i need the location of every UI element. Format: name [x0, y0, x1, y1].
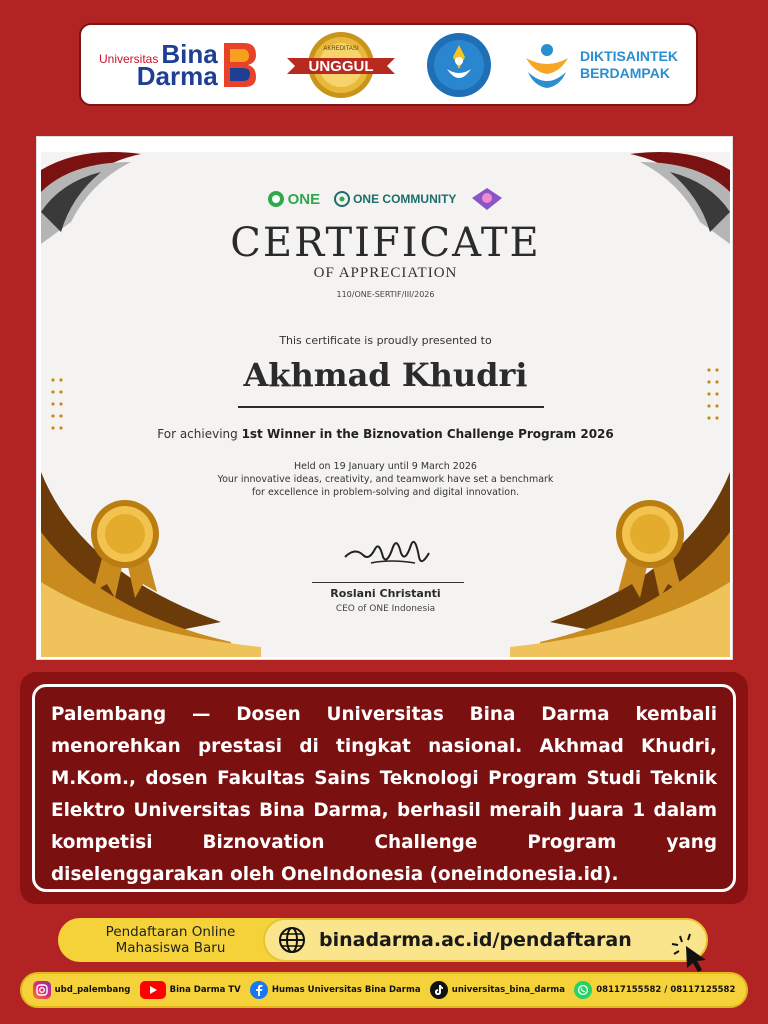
certificate-subtitle: OF APPRECIATION [313, 265, 458, 281]
held-dates: Held on 19 January until 9 March 2026 [294, 461, 477, 472]
social-footer [20, 972, 748, 1008]
registration-label-line1: Pendaftaran Online [105, 924, 236, 940]
logo-bina-text: Bina [161, 38, 218, 69]
registration-url[interactable]: binadarma.ac.id/pendaftaran [319, 929, 632, 951]
diktisaintek-mark-icon [520, 38, 574, 92]
certificate-number: 110/ONE-SERTIF/III/2026 [336, 290, 435, 299]
akreditasi-unggul-badge-icon [285, 30, 397, 100]
signature-icon [341, 527, 433, 571]
instagram-handle: ubd_palembang [54, 985, 131, 995]
whatsapp-icon [574, 981, 592, 999]
one-community-logo [334, 191, 456, 207]
diktisaintek-logo [520, 38, 678, 92]
instagram-icon [33, 981, 51, 999]
youtube-icon [140, 981, 166, 999]
logo-bar [79, 23, 698, 106]
presented-text: This certificate is proudly presented to [279, 334, 492, 347]
bina-darma-mark-icon [222, 41, 258, 89]
news-box [32, 684, 736, 892]
recipient-name: Akhmad Khudri [243, 356, 528, 394]
one-community-text: ONE COMMUNITY [353, 192, 457, 206]
certificate-logos [41, 186, 730, 212]
registration-banner[interactable] [58, 918, 708, 962]
social-youtube[interactable] [140, 981, 241, 999]
one-logo-text: ONE [287, 190, 321, 208]
one-logo [267, 190, 321, 208]
registration-link[interactable] [263, 918, 708, 962]
bina-darma-logo [99, 38, 258, 91]
one-globe-icon [267, 190, 285, 208]
badge-unggul-text: UNGGUL [308, 57, 374, 75]
registration-label-line2: Mahasiswa Baru [115, 940, 226, 956]
dikti-line2: BERDAMPAK [579, 64, 670, 81]
dikti-line1: DIKTISAINTEK [579, 48, 678, 65]
signature-line [312, 582, 464, 583]
facebook-page: Humas Universitas Bina Darma [271, 985, 421, 995]
cursor-click-icon [668, 930, 712, 974]
signer-name: Roslani Christanti [330, 587, 441, 600]
social-facebook[interactable] [250, 981, 421, 999]
signer-role: CEO of ONE Indonesia [335, 604, 436, 614]
recipient-underline [238, 406, 544, 408]
tut-wuri-handayani-logo-icon [425, 31, 493, 99]
certificate-image [36, 136, 733, 660]
social-instagram[interactable] [33, 981, 131, 999]
social-whatsapp[interactable] [574, 981, 735, 999]
tiktok-icon [430, 981, 448, 999]
description-line1: Your innovative ideas, creativity, and teamwork have set a benchmark [217, 473, 554, 485]
tiktok-handle: universitas_bina_darma [451, 985, 566, 995]
social-tiktok[interactable] [430, 981, 565, 999]
badge-akreditasi-text: AKREDITASI [323, 45, 359, 52]
description-line2: for excellence in problem-solving and digital innovation. [251, 486, 520, 498]
whatsapp-numbers: 08117155582 / 08117125582 [596, 985, 736, 995]
news-body: Palembang — Dosen Universitas Bina Darma kembali menorehkan prestasi di tingkat nasional. Akhmad Khudri, M.Kom., dosen Fakultas Sains Teknologi Program Studi Teknik Elektro Universitas Bina Darma, berhasil meraih Juara 1 dalam kompetisi Biznovation Challenge Program yang diselenggarakan oleh OneIndonesia (oneindonesia.id). [51, 704, 717, 885]
event-details [41, 461, 730, 499]
achievement-title: 1st Winner in the Biznovation Challenge Program 2026 [241, 427, 614, 441]
logo-universitas-text: Universitas [99, 51, 159, 66]
achievement-prefix: For achieving [157, 427, 242, 441]
certificate-title: CERTIFICATE [230, 220, 541, 266]
globe-icon [277, 925, 307, 955]
youtube-channel: Bina Darma TV [169, 985, 241, 995]
logo-darma-text: Darma [136, 60, 218, 91]
partner-logo-icon [470, 186, 504, 212]
achievement-text [41, 427, 730, 441]
community-flower-icon [334, 191, 350, 207]
facebook-icon [250, 981, 268, 999]
